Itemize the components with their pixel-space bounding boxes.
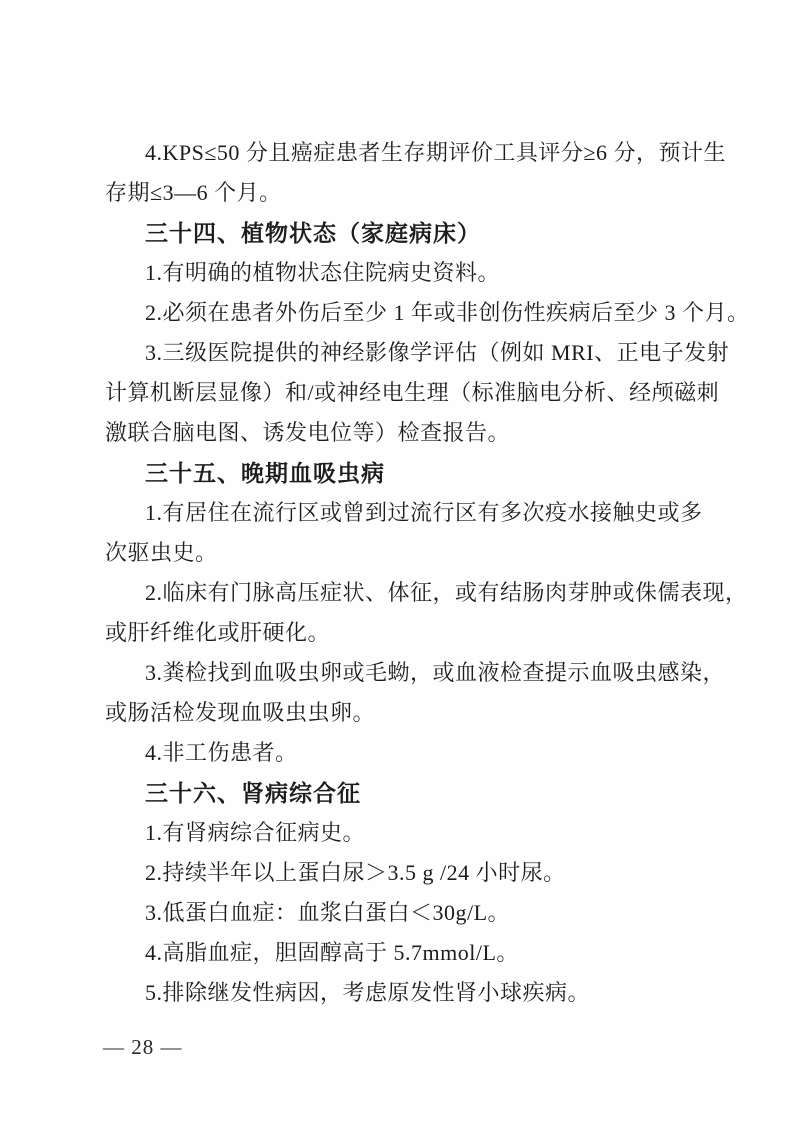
text-line: 3.粪检找到血吸虫卵或毛蚴，或血液检查提示血吸虫感染， — [145, 660, 726, 685]
text-line: 计算机断层显像）和/或神经电生理（标准脑电分析、经颅磁刺 — [105, 380, 720, 405]
text-line: 次驱虫史。 — [105, 540, 218, 565]
text-line: 或肠活检发现血吸虫虫卵。 — [105, 700, 376, 725]
text-line: 激联合脑电图、诱发电位等）检查报告。 — [105, 420, 511, 445]
text-line: 1.有明确的植物状态住院病史资料。 — [145, 260, 501, 285]
section-heading: 三十六、肾病综合征 — [145, 780, 361, 806]
text-line: 5.排除继发性病因，考虑原发性肾小球疾病。 — [145, 980, 591, 1005]
text-line: 2.必须在患者外伤后至少 1 年或非创伤性疾病后至少 3 个月。 — [145, 300, 750, 325]
section-heading: 三十五、晚期血吸虫病 — [145, 460, 385, 486]
text-line: 3.低蛋白血症：血浆白蛋白＜30g/L。 — [145, 900, 511, 925]
text-line: 4.非工伤患者。 — [145, 740, 298, 765]
text-line: 1.有肾病综合征病史。 — [145, 820, 366, 845]
text-line: 4.高脂血症，胆固醇高于 5.7mmol/L。 — [145, 940, 519, 965]
text-line: 3.三级医院提供的神经影像学评估（例如 MRI、正电子发射 — [145, 340, 730, 365]
text-line: 2.临床有门脉高压症状、体征，或有结肠肉芽肿或侏儒表现， — [145, 580, 748, 605]
text-line: 1.有居住在流行区或曾到过流行区有多次疫水接触史或多 — [145, 500, 703, 525]
page-body-text — [105, 133, 750, 1013]
text-line: 存期≤3—6 个月。 — [105, 180, 282, 205]
page-number: — 28 — — [103, 1035, 183, 1059]
section-heading: 三十四、植物状态（家庭病床） — [145, 220, 481, 246]
text-line: 4.KPS≤50 分且癌症患者生存期评价工具评分≥6 分，预计生 — [145, 140, 727, 165]
text-line: 2.持续半年以上蛋白尿＞3.5 g /24 小时尿。 — [145, 860, 566, 885]
text-line: 或肝纤维化或肝硬化。 — [105, 620, 331, 645]
